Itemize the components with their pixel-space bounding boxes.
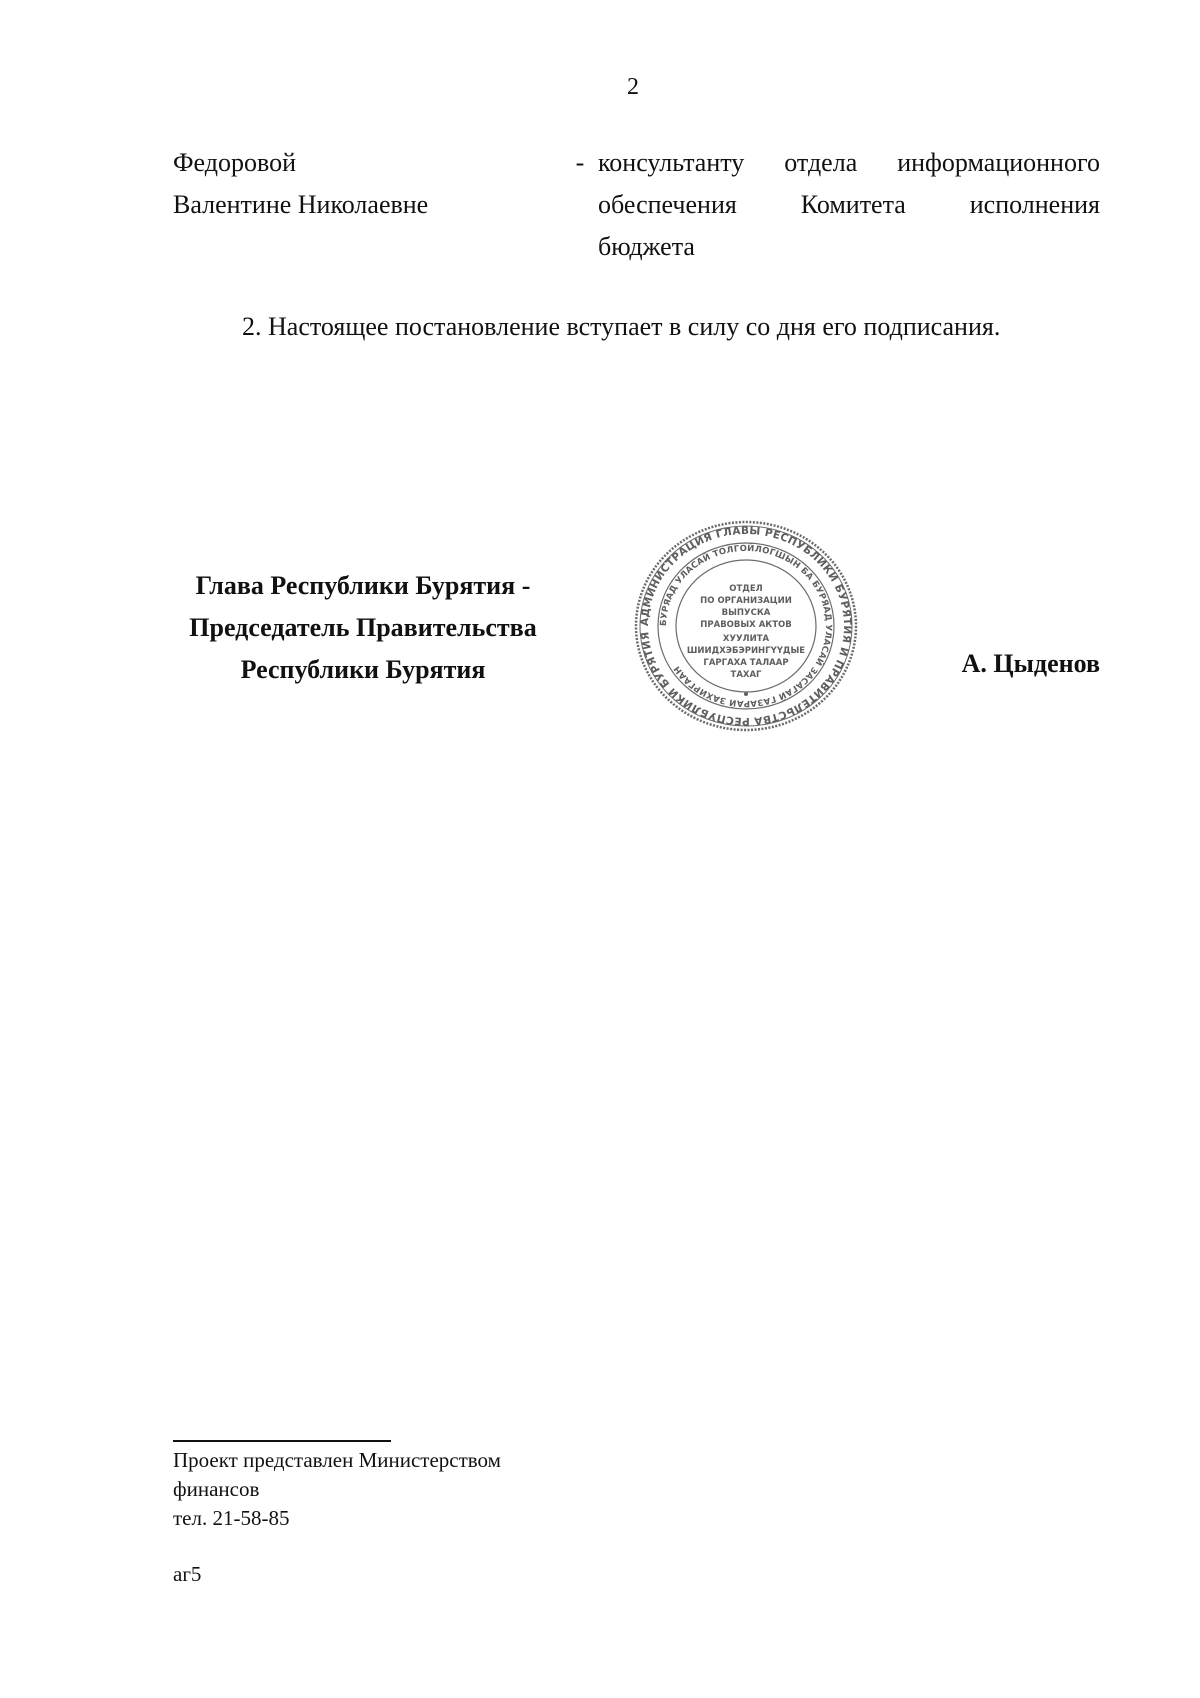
document-code: аг5 bbox=[173, 1562, 202, 1586]
official-seal bbox=[631, 516, 861, 736]
footnote bbox=[173, 1446, 593, 1533]
seal-center-line-2: ПО ОРГАНИЗАЦИИ bbox=[700, 596, 792, 606]
signatory-name: А. Цыденов bbox=[961, 649, 1100, 678]
seal-center-line-4: ПРАВОВЫХ АКТОВ bbox=[700, 620, 792, 630]
page-number: 2 bbox=[627, 74, 639, 100]
employee-surname: Федоровой bbox=[173, 148, 296, 177]
footnote-line-3: тел. 21-58-85 bbox=[173, 1506, 290, 1530]
footnote-line-1: Проект представлен Министерством bbox=[173, 1448, 501, 1472]
seal-dot-mark bbox=[744, 692, 748, 696]
seal-center-line-5: ХУУЛИТА bbox=[722, 634, 770, 644]
seal-center-line-8: ТАХАГ bbox=[730, 670, 762, 680]
role-line-1: консультанту отдела информационного bbox=[598, 148, 1100, 177]
footnote-line-2: финансов bbox=[173, 1477, 260, 1501]
separator-dash: - bbox=[575, 148, 585, 177]
employee-role bbox=[598, 142, 1100, 268]
seal-center-line-3: ВЫПУСКА bbox=[721, 608, 771, 618]
signatory-title-line-2: Председатель Правительства bbox=[189, 613, 537, 642]
role-line-3: бюджета bbox=[598, 232, 695, 261]
seal-outer-ring-text: АДМИНИСТРАЦИЯ ГЛАВЫ РЕСПУБЛИКИ БУРЯТИЯ И ПРАВИТЕЛЬСТВА РЕСПУБЛИКИ БУРЯТИЯ bbox=[638, 524, 854, 728]
footnote-divider bbox=[173, 1440, 391, 1442]
signatory-title-line-3: Республики Бурятия bbox=[240, 655, 486, 684]
seal-center-line-1: ОТДЕЛ bbox=[729, 584, 763, 594]
employee-given-names: Валентине Николаевне bbox=[173, 190, 429, 219]
signatory-title-line-1: Глава Республики Бурятия - bbox=[195, 571, 531, 600]
seal-inner-ring-text: БУРЯАД УЛАСАЙ ТОЛГОЙЛОГШЫН БА БУРЯАД УЛАСАЙ ЗАСАГАЙ ГАЗАРАЙ ЗАХИРГААН bbox=[658, 543, 834, 709]
seal-center-line-6: ШИИДХЭБЭРИНГҮҮДЫЕ bbox=[686, 646, 806, 656]
employee-name bbox=[173, 142, 553, 226]
clause-2: 2. Настоящее постановление вступает в силу со дня его подписания. bbox=[242, 312, 1001, 341]
seal-center-line-7: ГАРГАХА ТАЛААР bbox=[703, 658, 789, 668]
role-line-2: обеспечения Комитета исполнения bbox=[598, 190, 1100, 219]
signatory-title bbox=[173, 565, 553, 691]
